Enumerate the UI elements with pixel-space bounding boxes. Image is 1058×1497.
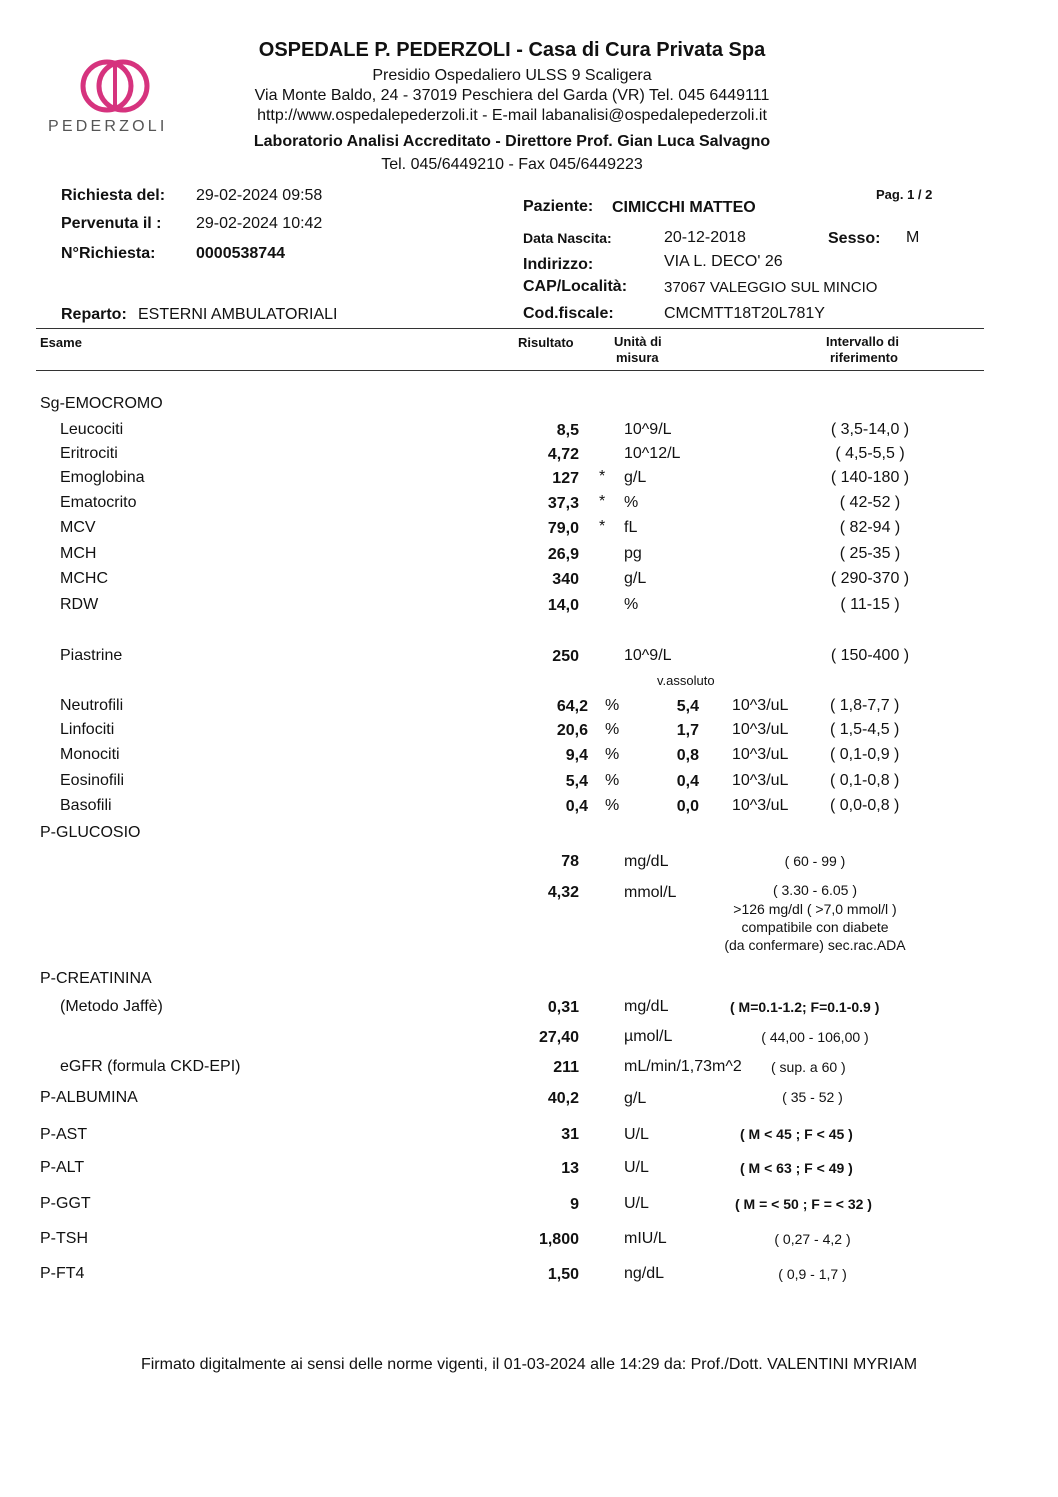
abnormal-flag: * <box>599 468 606 485</box>
test-unit: U/L <box>624 1195 649 1212</box>
indirizzo-value: VIA L. DECO' 26 <box>664 253 783 270</box>
section-creatinina: P-CREATININA <box>40 970 152 987</box>
formula-name: Eosinofili <box>60 772 125 789</box>
test-name: Eritrociti <box>60 445 118 462</box>
reparto-label: Reparto: <box>61 306 127 323</box>
test-ref: ( M < 63 ; F < 49 ) <box>740 1160 853 1176</box>
formula-name: Linfociti <box>60 721 115 738</box>
test-unit: mIU/L <box>624 1230 667 1247</box>
egfr-value: 211 <box>553 1059 579 1076</box>
col-intervallo-1: Intervallo di <box>826 334 899 349</box>
logo-text: PEDERZOLI <box>48 118 168 135</box>
abnormal-flag: * <box>599 518 606 535</box>
test-unit: U/L <box>624 1159 649 1176</box>
creatinina-value-umol: 27,40 <box>538 1029 579 1046</box>
test-value: 4,72 <box>547 446 579 463</box>
formula-name: Monociti <box>60 746 120 763</box>
col-unita-1: Unità di <box>614 334 662 349</box>
test-unit: 10^9/L <box>624 647 672 664</box>
test-value: 250 <box>552 648 579 665</box>
test-name: P-GGT <box>40 1195 91 1212</box>
formula-pct: 20,6 <box>556 722 588 739</box>
abnormal-flag: * <box>599 493 606 510</box>
test-unit: g/L <box>624 1090 647 1107</box>
header-rule-top <box>36 328 984 329</box>
creatinina-ref-mgdl: ( M=0.1-1.2; F=0.1-0.9 ) <box>730 999 880 1015</box>
test-value: 31 <box>561 1126 579 1143</box>
test-name: P-FT4 <box>40 1265 85 1282</box>
richiesta-value: 29-02-2024 09:58 <box>196 187 323 204</box>
test-unit: % <box>624 494 639 511</box>
formula-pct-sign: % <box>605 772 620 789</box>
formula-pct: 64,2 <box>556 698 588 715</box>
hospital-address: Via Monte Baldo, 24 - 37019 Peschiera del Garda (VR) Tel. 045 6449111 <box>254 87 770 104</box>
hospital-web: http://www.ospedalepederzoli.it - E-mail labanalisi@ospedalepederzoli.it <box>257 107 767 124</box>
pervenuta-label: Pervenuta il : <box>61 215 162 232</box>
formula-pct-sign: % <box>605 721 620 738</box>
page-number: Pag. 1 / 2 <box>876 187 933 202</box>
col-unita-2: misura <box>616 350 659 365</box>
richiesta-label: Richiesta del: <box>61 187 166 204</box>
cap-label: CAP/Località: <box>523 278 628 295</box>
test-value: 26,9 <box>547 546 579 563</box>
test-value: 40,2 <box>547 1090 579 1107</box>
formula-ref: ( 1,8-7,7 ) <box>830 697 900 714</box>
section-emocromo: Sg-EMOCROMO <box>40 395 163 412</box>
test-ref: ( 150-400 ) <box>830 647 910 664</box>
formula-abs: 1,7 <box>676 722 699 739</box>
test-name: MCV <box>60 519 96 536</box>
test-ref: ( 0,27 - 4,2 ) <box>774 1231 851 1247</box>
formula-name: Basofili <box>60 797 112 814</box>
test-ref: ( 4,5-5,5 ) <box>835 445 905 462</box>
test-ref: ( 25-35 ) <box>839 545 901 562</box>
formula-pct: 9,4 <box>565 747 588 764</box>
hospital-name: OSPEDALE P. PEDERZOLI - Casa di Cura Privata Spa <box>258 39 766 61</box>
formula-unit: 10^3/uL <box>732 721 789 738</box>
paziente-value: CIMICCHI MATTEO <box>612 199 756 216</box>
egfr-ref: ( sup. a 60 ) <box>771 1059 846 1075</box>
test-value: 79,0 <box>547 520 579 537</box>
formula-abs: 5,4 <box>676 698 699 715</box>
cf-label: Cod.fiscale: <box>523 305 614 322</box>
formula-ref: ( 0,1-0,9 ) <box>830 746 900 763</box>
formula-ref: ( 0,1-0,8 ) <box>830 772 900 789</box>
test-value: 37,3 <box>547 495 579 512</box>
glucosio-value-mgdl: 78 <box>561 853 579 870</box>
test-ref: ( 140-180 ) <box>830 469 910 486</box>
test-name: P-ALT <box>40 1159 85 1176</box>
test-unit: % <box>624 596 639 613</box>
glucosio-ref-mmol: ( 3.30 - 6.05 ) <box>772 882 858 898</box>
glucosio-value-mmol: 4,32 <box>547 884 579 901</box>
test-ref: ( 0,9 - 1,7 ) <box>778 1266 847 1282</box>
test-unit: g/L <box>624 469 647 486</box>
test-ref: ( 290-370 ) <box>830 570 910 587</box>
sesso-value: M <box>906 229 920 246</box>
test-name: P-TSH <box>40 1230 88 1247</box>
indirizzo-label: Indirizzo: <box>523 256 594 273</box>
test-unit: 10^9/L <box>624 421 672 438</box>
formula-unit: 10^3/uL <box>732 697 789 714</box>
test-value: 13 <box>561 1160 579 1177</box>
pervenuta-value: 29-02-2024 10:42 <box>196 215 323 232</box>
glucosio-unit-mmol: mmol/L <box>624 884 677 901</box>
test-ref: ( M = < 50 ; F = < 32 ) <box>735 1196 872 1212</box>
creatinina-ref-umol: ( 44,00 - 106,00 ) <box>761 1029 869 1045</box>
test-value: 1,50 <box>547 1266 579 1283</box>
test-ref: ( M < 45 ; F < 45 ) <box>740 1126 853 1142</box>
test-unit: 10^12/L <box>624 445 681 462</box>
formula-unit: 10^3/uL <box>732 746 789 763</box>
test-unit: fL <box>624 519 638 536</box>
glucosio-ref-mgdl: ( 60 - 99 ) <box>784 853 846 869</box>
col-risultato: Risultato <box>518 335 574 350</box>
egfr-unit: mL/min/1,73m^2 <box>624 1058 742 1075</box>
formula-pct: 0,4 <box>565 798 588 815</box>
nascita-value: 20-12-2018 <box>664 229 746 246</box>
formula-abs: 0,0 <box>676 798 699 815</box>
test-unit: U/L <box>624 1126 649 1143</box>
test-ref: ( 35 - 52 ) <box>782 1089 843 1105</box>
digital-signature: Firmato digitalmente ai sensi delle norme vigenti, il 01-03-2024 alle 14:29 da: Prof./Dott. VALENTINI MYRIAM <box>140 1356 918 1373</box>
test-value: 8,5 <box>556 422 579 439</box>
formula-pct-sign: % <box>605 697 620 714</box>
test-ref: ( 11-15 ) <box>840 596 900 613</box>
cap-value: 37067 VALEGGIO SUL MINCIO <box>664 279 878 296</box>
glucosio-unit-mgdl: mg/dL <box>624 853 669 870</box>
test-name: Leucociti <box>60 421 124 438</box>
formula-name: Neutrofili <box>60 697 124 714</box>
test-name: P-ALBUMINA <box>40 1089 138 1106</box>
sesso-label: Sesso: <box>828 230 881 247</box>
test-name: Ematocrito <box>60 494 137 511</box>
test-unit: ng/dL <box>624 1265 665 1282</box>
test-value: 340 <box>552 571 579 588</box>
test-name: P-AST <box>40 1126 88 1143</box>
presidio: Presidio Ospedaliero ULSS 9 Scaligera <box>372 67 652 84</box>
formula-pct: 5,4 <box>565 773 588 790</box>
formula-unit: 10^3/uL <box>732 797 789 814</box>
formula-abs: 0,8 <box>676 747 699 764</box>
lab-phone: Tel. 045/6449210 - Fax 045/6449223 <box>381 156 643 173</box>
test-value: 14,0 <box>547 597 579 614</box>
header-rule-bottom <box>36 370 984 371</box>
formula-unit: 10^3/uL <box>732 772 789 789</box>
section-glucosio: P-GLUCOSIO <box>40 824 141 841</box>
creatinina-method: (Metodo Jaffè) <box>60 998 163 1015</box>
lab-director: Laboratorio Analisi Accreditato - Direttore Prof. Gian Luca Salvagno <box>253 133 771 150</box>
formula-abs: 0,4 <box>676 773 699 790</box>
reparto-value: ESTERNI AMBULATORIALI <box>138 306 338 323</box>
paziente-label: Paziente: <box>523 198 594 215</box>
test-name: Emoglobina <box>60 469 145 486</box>
col-intervallo-2: riferimento <box>830 350 898 365</box>
glucosio-note: >126 mg/dl ( >7,0 mmol/l ) <box>733 901 897 917</box>
numero-label: N°Richiesta: <box>61 245 156 262</box>
numero-value: 0000538744 <box>196 245 285 262</box>
test-name: MCH <box>60 545 97 562</box>
egfr-name: eGFR (formula CKD-EPI) <box>60 1058 241 1075</box>
cf-value: CMCMTT18T20L781Y <box>664 305 825 322</box>
test-name: MCHC <box>60 570 108 587</box>
formula-ref: ( 1,5-4,5 ) <box>830 721 900 738</box>
absolute-value-label: v.assoluto <box>657 673 715 688</box>
test-value: 1,800 <box>538 1231 579 1248</box>
glucosio-note: (da confermare) sec.rac.ADA <box>724 937 906 953</box>
creatinina-unit-umol: µmol/L <box>624 1028 673 1045</box>
test-value: 9 <box>570 1196 579 1213</box>
test-value: 127 <box>552 470 579 487</box>
formula-pct-sign: % <box>605 746 620 763</box>
test-ref: ( 82-94 ) <box>839 519 901 536</box>
glucosio-note: compatibile con diabete <box>741 919 889 935</box>
col-esame: Esame <box>40 335 82 350</box>
creatinina-value-mgdl: 0,31 <box>547 999 579 1016</box>
creatinina-unit-mgdl: mg/dL <box>624 998 669 1015</box>
test-name: Piastrine <box>60 647 123 664</box>
test-name: RDW <box>60 596 99 613</box>
test-ref: ( 3,5-14,0 ) <box>830 421 910 438</box>
test-ref: ( 42-52 ) <box>839 494 901 511</box>
test-unit: g/L <box>624 570 647 587</box>
formula-pct-sign: % <box>605 797 620 814</box>
formula-ref: ( 0,0-0,8 ) <box>830 797 900 814</box>
test-unit: pg <box>624 545 642 562</box>
nascita-label: Data Nascita: <box>523 230 612 246</box>
